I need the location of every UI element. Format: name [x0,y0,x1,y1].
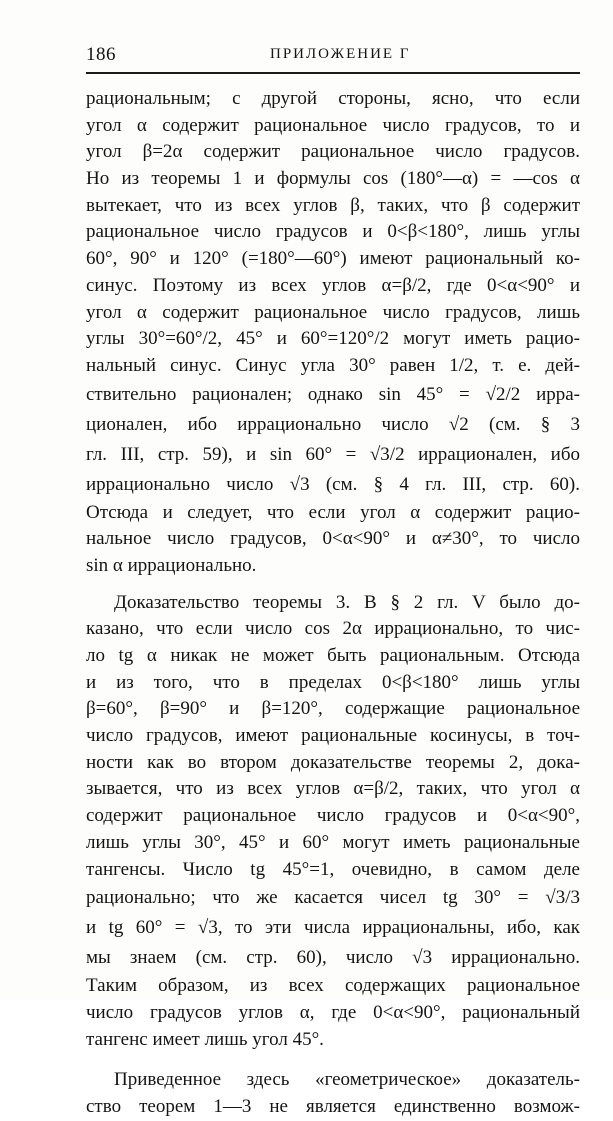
text-line: число градусов углов α, где 0<α<90°, рациональный [86,1001,580,1023]
text-line: мы знаем (см. стр. 60), число √3 иррационально. [86,947,580,969]
text-line: вытекает, что из всех углов β, таких, что β содержит [86,194,580,216]
text-line: Но из теоремы 1 и формулы cos (180°—α) = —cos α [86,168,580,190]
text-line: нальный синус. Синус угла 30° равен 1/2, т. е. дей- [86,354,580,376]
paragraph-gap [86,580,580,590]
text-line: ности как во втором доказательстве теоремы 2, дока- [86,751,580,773]
running-head: ПРИЛОЖЕНИЕ Г [270,46,411,62]
text-line: содержит рациональное число градусов и 0<α<90°, [86,805,580,827]
text-line: sin α иррационально. [86,554,257,576]
paragraph-3 [86,1067,580,1120]
text-line: 60°, 90° и 120° (=180°—60°) имеют рациональный ко- [86,248,580,270]
text-line: и tg 60° = √3, то эти числа иррациональны, ибо, как [86,917,580,939]
paragraph-1 [86,86,580,580]
text-line: ло tg α никак не может быть рациональным. Отсюда [86,645,580,666]
page-header [86,40,580,74]
body-text [86,86,580,1121]
text-line: ство теорем 1—3 не является единственно возмож- [86,1095,580,1117]
text-line: тангенсы. Число tg 45°=1, очевидно, в самом деле [86,858,580,880]
text-line: угол β=2α содержит рациональное число градусов. [86,141,580,163]
text-line: угол α содержит рациональное число градусов, лишь [86,301,580,323]
text-line: рациональное число градусов и 0<β<180°, лишь углы [86,221,580,243]
text-line: иррационально число √3 (см. § 4 гл. III, стр. 60). [86,473,580,495]
text-line: ствительно рационален; однако sin 45° = √2/2 ирра- [86,383,580,405]
text-line: нальное число градусов, 0<α<90° и α≠30°, то число [86,528,580,550]
text-line: рациональным; с другой стороны, ясно, что если [86,88,580,109]
text-line: лишь углы 30°, 45° и 60° могут иметь рациональные [86,831,580,853]
text-line: тангенс имеет лишь угол 45°. [86,1028,324,1050]
paragraph-2 [86,590,580,1054]
text-line: ционален, ибо иррационально число √2 (см. § 3 [86,413,580,435]
text-line: β=60°, β=90° и β=120°, содержащие рациональное [86,698,580,720]
text-line: синус. Поэтому из всех углов α=β/2, где 0<α<90° и [86,274,580,296]
page-number: 186 [86,44,116,65]
text-line: Доказательство теоремы 3. В § 2 гл. V было до- [114,591,580,613]
text-line: углы 30°=60°/2, 45° и 60°=120°/2 могут иметь рацио- [86,328,580,350]
text-line: казано, что если число cos 2α иррационально, то чис- [86,618,580,640]
text-line: зывается, что из всех углов α=β/2, таких, что угол α [86,778,580,800]
text-line: число градусов, имеют рациональные косинусы, в точ- [86,725,580,747]
text-line: угол α содержит рациональное число градусов, то и [86,114,580,136]
text-line: Отсюда и следует, что если угол α содержит рацио- [86,501,580,523]
text-line: Приведенное здесь «геометрическое» доказатель- [114,1069,580,1091]
text-line: Таким образом, из всех содержащих рациональное [86,975,580,997]
text-line: и из того, что в пределах 0<β<180° лишь углы [86,671,580,693]
text-line: гл. III, стр. 59), и sin 60° = √3/2 иррационален, ибо [86,443,580,465]
paragraph-gap [86,1053,580,1067]
text-line: рационально; что же касается чисел tg 30° = √3/3 [86,887,580,909]
